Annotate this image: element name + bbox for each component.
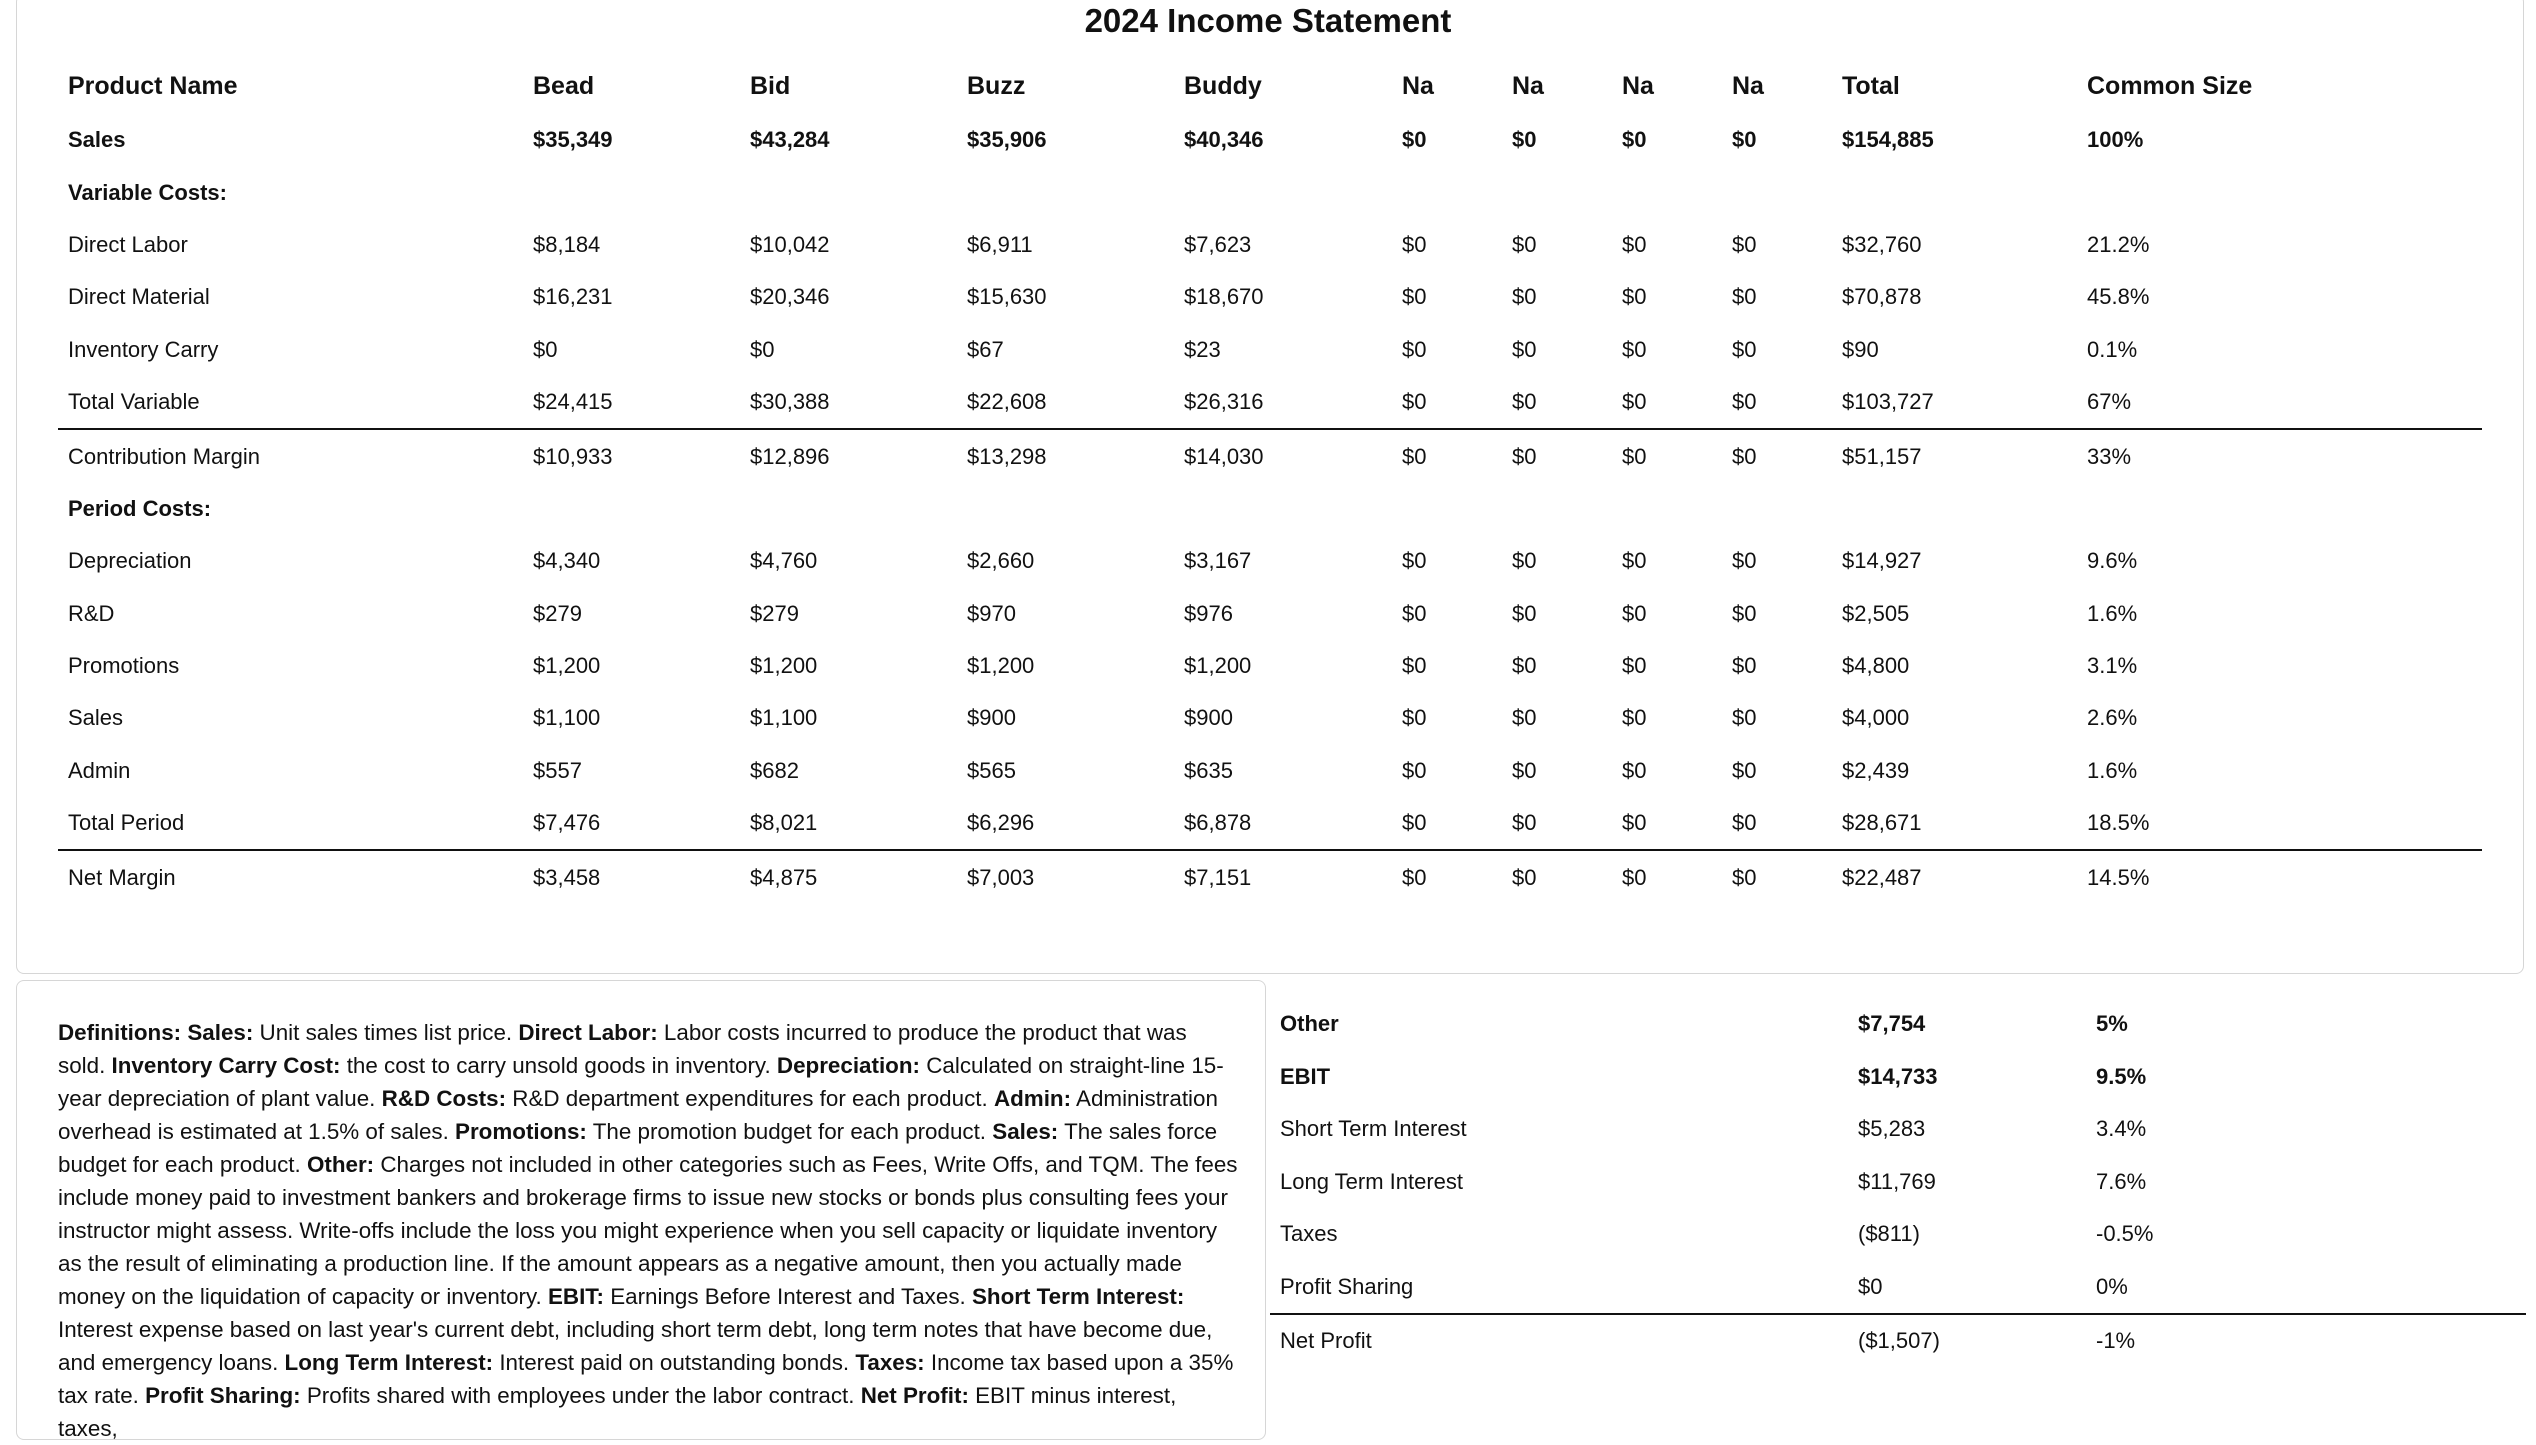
definition-text: Income tax based upon a 35% tax rate. (58, 1350, 1234, 1408)
cell-value: $51,157 (1832, 429, 2077, 482)
cell-value: $0 (1512, 705, 1537, 731)
definition-text: Calculated on straight-line 15-year depreciation of plant value. (58, 1053, 1224, 1111)
summary-label: Long Term Interest (1280, 1168, 1464, 1194)
cell-value: $557 (533, 757, 582, 783)
cell-value: $682 (750, 757, 799, 783)
summary-label: Short Term Interest (1280, 1116, 1467, 1142)
row-label: Variable Costs: (68, 179, 227, 205)
cell-value: $279 (750, 600, 799, 626)
cell-value: $28,671 (1842, 810, 1922, 836)
summary-value: ($811) (1858, 1221, 1920, 1247)
summary-value: $11,769 (1858, 1168, 1936, 1194)
cell-value: 67% (2087, 389, 2132, 415)
cell-value: $7,476 (533, 810, 601, 836)
cell-value: $900 (1184, 705, 1233, 731)
definition-term: Admin: (993, 1086, 1072, 1111)
cell-value (1174, 483, 1392, 535)
cell-value: $4,800 (1842, 653, 1910, 679)
row-label: Period Costs: (68, 495, 212, 521)
cell-value: $0 (1732, 600, 1757, 626)
cell-value: $0 (1402, 284, 1427, 310)
header-row (58, 58, 2482, 114)
cell-value: $0 (1622, 548, 1647, 574)
table-row (58, 588, 2482, 640)
definition-text: Profits shared with employees under the labor contract. (300, 1383, 861, 1408)
cell-value (740, 166, 957, 218)
summary-value: $7,754 (1858, 1011, 1926, 1037)
cell-value (2077, 166, 2482, 218)
cell-value: $1,200 (1184, 653, 1252, 679)
cell-value (1174, 166, 1392, 218)
cell-value: $279 (533, 600, 582, 626)
cell-value: $10,042 (750, 231, 830, 257)
table-row (58, 219, 2482, 271)
column-header: Bid (750, 71, 791, 100)
cell-value (1392, 166, 1502, 218)
summary-value: $0 (1858, 1273, 1883, 1299)
definition-term: R&D Costs: (381, 1086, 507, 1111)
cell-value: $90 (1842, 336, 1879, 362)
cell-value (523, 166, 740, 218)
cell-value: $0 (1502, 429, 1612, 482)
cell-value: 1.6% (2087, 600, 2138, 626)
cell-value: $0 (1732, 284, 1757, 310)
cell-value: $0 (1732, 810, 1757, 836)
cell-value: $13,298 (957, 429, 1174, 482)
cell-value: $0 (1732, 231, 1757, 257)
table-row (58, 376, 2482, 429)
summary-row (1270, 1261, 2526, 1315)
definition-term: Sales: (992, 1119, 1059, 1144)
cell-value: $0 (1732, 336, 1757, 362)
cell-value: $0 (1402, 705, 1427, 731)
row-label: Promotions (68, 653, 180, 679)
definition-term: Net Profit: (860, 1383, 969, 1408)
cell-value (1832, 483, 2077, 535)
cell-value (1722, 166, 1832, 218)
definition-text: EBIT minus interest, taxes, (58, 1383, 1177, 1441)
cell-value: 2.6% (2087, 705, 2138, 731)
table-row (58, 692, 2482, 744)
row-label: Direct Material (68, 284, 210, 310)
cell-value: $0 (1622, 231, 1647, 257)
cell-value: $40,346 (1184, 127, 1264, 153)
definition-term: Direct Labor: (518, 1020, 658, 1045)
cell-value: $18,670 (1184, 284, 1264, 310)
cell-value: $0 (1402, 653, 1427, 679)
cell-value: $1,200 (533, 653, 601, 679)
cell-value (740, 483, 957, 535)
cell-value: $0 (1622, 389, 1647, 415)
row-label: Sales (68, 127, 126, 153)
definition-text: Charges not included in other categories such as Fees, Write Offs, and TQM. The fees include money paid to investment bankers and brokerage firms to issue new stocks or bonds plus consulting fees your instructor might assess. Write-offs include the loss you might experience when you sell capacity or liquidate inventory as the result of eliminating a production line. If the amount appears as a negative amount, then you actually made money on the liquidation of capacity or inventory. (58, 1152, 1238, 1309)
cell-value (957, 166, 1174, 218)
cell-value: $6,911 (967, 231, 1033, 257)
cell-value: $8,184 (533, 231, 601, 257)
summary-label: Net Profit (1270, 1314, 1848, 1368)
cell-value: $0 (1612, 429, 1722, 482)
row-label: Total Period (68, 810, 185, 836)
income-statement-table (58, 58, 2482, 904)
cell-value: $15,630 (967, 284, 1047, 310)
table-row (58, 271, 2482, 323)
cell-value (1722, 483, 1832, 535)
cell-value: $1,200 (750, 653, 818, 679)
cell-value: $0 (1512, 653, 1537, 679)
cell-value: $7,151 (1174, 850, 1392, 903)
summary-row (1270, 1208, 2526, 1261)
cell-value: $70,878 (1842, 284, 1922, 310)
definition-text: The sales force budget for each product. (58, 1119, 1218, 1177)
column-header: Buddy (1184, 71, 1262, 100)
cell-value: $0 (1622, 653, 1647, 679)
cell-value: 14.5% (2077, 850, 2482, 903)
summary-row (1270, 1051, 2526, 1104)
cell-value: $0 (1402, 389, 1427, 415)
cell-value: $0 (1512, 810, 1537, 836)
cell-value: $22,608 (967, 389, 1047, 415)
definition-text: Interest expense based on last year's current debt, including short term debt, long term notes that have become due, and emergency loans. (58, 1317, 1213, 1375)
cell-value (1832, 166, 2077, 218)
summary-value: ($1,507) (1848, 1314, 2086, 1368)
row-label: R&D (68, 600, 115, 626)
row-label: Inventory Carry (68, 336, 219, 362)
cell-value: $7,623 (1184, 231, 1252, 257)
cell-value: 45.8% (2087, 284, 2150, 310)
cell-value: $3,458 (523, 850, 740, 903)
definition-term: Other: (306, 1152, 375, 1177)
cell-value: $0 (1622, 810, 1647, 836)
definition-term: Inventory Carry Cost: (111, 1053, 341, 1078)
cell-value: 0.1% (2087, 336, 2138, 362)
column-header: Buzz (967, 71, 1026, 100)
definition-term: EBIT: (547, 1284, 604, 1309)
summary-label: Taxes (1280, 1221, 1338, 1247)
summary-label: Profit Sharing (1280, 1273, 1414, 1299)
cell-value: $7,003 (957, 850, 1174, 903)
cell-value: $2,439 (1842, 757, 1910, 783)
row-label: Total Variable (68, 389, 200, 415)
cell-value: $0 (1512, 600, 1537, 626)
cell-value: $0 (1732, 653, 1757, 679)
cell-value: $0 (1622, 757, 1647, 783)
cell-value (1502, 166, 1612, 218)
column-header: Product Name (68, 71, 238, 100)
cell-value: $0 (1622, 600, 1647, 626)
cell-value: $0 (1402, 127, 1427, 153)
summary-label: Other (1280, 1011, 1339, 1037)
cell-value: $8,021 (750, 810, 818, 836)
cell-value: $565 (967, 757, 1016, 783)
cell-value: $0 (1512, 548, 1537, 574)
summary-pct: 5% (2096, 1011, 2128, 1037)
cell-value: $0 (1512, 231, 1537, 257)
column-header: Na (1622, 71, 1654, 100)
cell-value: $0 (1512, 336, 1537, 362)
cell-value: $0 (1502, 850, 1612, 903)
cell-value: $6,296 (967, 810, 1035, 836)
cell-value: $0 (533, 336, 558, 362)
definition-term: Promotions: (455, 1119, 587, 1144)
cell-value: $0 (1512, 389, 1537, 415)
cell-value: $0 (1732, 705, 1757, 731)
cell-value: $0 (1722, 850, 1832, 903)
cell-value: $0 (1512, 284, 1537, 310)
definition-text: Administration overhead is estimated at 1.5% of sales. (58, 1086, 1218, 1144)
table-row (58, 429, 2482, 482)
definition-text: Earnings Before Interest and Taxes. (603, 1284, 972, 1309)
row-label: Net Margin (58, 850, 523, 903)
cell-value: $2,660 (967, 548, 1035, 574)
cell-value (957, 483, 1174, 535)
cell-value: 100% (2087, 127, 2144, 153)
summary-row (1270, 1103, 2526, 1156)
column-header: Common Size (2087, 71, 2253, 100)
cell-value: $0 (1622, 336, 1647, 362)
definition-term: Depreciation: (776, 1053, 920, 1078)
column-header: Na (1732, 71, 1764, 100)
column-header: Na (1512, 71, 1544, 100)
summary-pct: 0% (2096, 1273, 2128, 1299)
cell-value: $16,231 (533, 284, 613, 310)
page-title: 2024 Income Statement (1084, 2, 1452, 39)
cell-value (1392, 483, 1502, 535)
definition-text: R&D department expenditures for each product. (506, 1086, 994, 1111)
cell-value: $0 (1402, 336, 1427, 362)
cell-value: $22,487 (1832, 850, 2077, 903)
definition-term: Profit Sharing: (145, 1383, 301, 1408)
cell-value: $0 (1402, 548, 1427, 574)
cell-value: $154,885 (1842, 127, 1934, 153)
summary-pct: 7.6% (2096, 1168, 2147, 1194)
cell-value: $0 (1732, 127, 1757, 153)
table-row (58, 745, 2482, 797)
summary-pct: -1% (2086, 1314, 2526, 1368)
summary-label: EBIT (1280, 1063, 1331, 1089)
cell-value: $0 (1402, 600, 1427, 626)
summary-pct: 3.4% (2096, 1116, 2147, 1142)
cell-value: $0 (1392, 850, 1502, 903)
cell-value: $67 (967, 336, 1004, 362)
cell-value: $0 (1732, 548, 1757, 574)
cell-value: $0 (1622, 705, 1647, 731)
summary-value: $5,283 (1858, 1116, 1926, 1142)
row-label: Depreciation (68, 548, 192, 574)
cell-value: 3.1% (2087, 653, 2138, 679)
summary-row (1270, 1314, 2526, 1368)
cell-value: $0 (1732, 757, 1757, 783)
cell-value: $0 (1392, 429, 1502, 482)
definition-text: the cost to carry unsold goods in inventory. (340, 1053, 777, 1078)
cell-value: $970 (967, 600, 1016, 626)
column-header: Total (1842, 71, 1900, 100)
table-row (58, 166, 2482, 218)
cell-value: $0 (1612, 850, 1722, 903)
definition-text: The promotion budget for each product. (586, 1119, 993, 1144)
table-row (58, 324, 2482, 376)
cell-value: $4,000 (1842, 705, 1910, 731)
cell-value: $103,727 (1842, 389, 1934, 415)
cell-value: $43,284 (750, 127, 830, 153)
cell-value: $0 (1722, 429, 1832, 482)
definition-term: Long Term Interest: (284, 1350, 494, 1375)
cell-value: $0 (1512, 127, 1537, 153)
definition-text: Labor costs incurred to produce the product that was sold. (58, 1020, 1187, 1078)
row-label: Sales (68, 705, 124, 731)
cell-value: $35,906 (967, 127, 1047, 153)
definition-term: Taxes: (855, 1350, 925, 1375)
cell-value: $0 (1402, 231, 1427, 257)
cell-value: 9.6% (2087, 548, 2138, 574)
table-row (58, 797, 2482, 850)
cell-value (1502, 483, 1612, 535)
table-row (58, 535, 2482, 587)
cell-value: $1,200 (967, 653, 1035, 679)
table-row (58, 850, 2482, 903)
summary-pct: -0.5% (2096, 1221, 2154, 1247)
profit-summary-table (1270, 998, 2526, 1368)
cell-value: $900 (967, 705, 1016, 731)
summary-row (1270, 998, 2526, 1051)
cell-value: $26,316 (1184, 389, 1264, 415)
cell-value: 33% (2077, 429, 2482, 482)
table-row (58, 114, 2482, 166)
cell-value: $4,340 (533, 548, 601, 574)
cell-value: $1,100 (750, 705, 818, 731)
cell-value: $4,760 (750, 548, 818, 574)
cell-value: 18.5% (2087, 810, 2150, 836)
cell-value: 1.6% (2087, 757, 2138, 783)
cell-value: $976 (1184, 600, 1233, 626)
cell-value: $0 (1622, 127, 1647, 153)
cell-value: $14,030 (1174, 429, 1392, 482)
table-row (58, 640, 2482, 692)
summary-row (1270, 1156, 2526, 1209)
definitions-text (58, 1016, 1238, 1445)
cell-value (523, 483, 740, 535)
column-header: Bead (533, 71, 595, 100)
cell-value: $0 (750, 336, 775, 362)
cell-value: $6,878 (1184, 810, 1252, 836)
cell-value: $10,933 (523, 429, 740, 482)
row-label: Admin (68, 757, 131, 783)
summary-pct: 9.5% (2096, 1063, 2147, 1089)
table-row (58, 483, 2482, 535)
cell-value: $1,100 (533, 705, 601, 731)
cell-value: $24,415 (533, 389, 613, 415)
cell-value: $0 (1402, 810, 1427, 836)
cell-value: $0 (1402, 757, 1427, 783)
cell-value: $32,760 (1842, 231, 1922, 257)
cell-value: $2,505 (1842, 600, 1910, 626)
cell-value: $30,388 (750, 389, 830, 415)
definition-text: Interest paid on outstanding bonds. (493, 1350, 856, 1375)
cell-value: $0 (1512, 757, 1537, 783)
cell-value: 21.2% (2087, 231, 2150, 257)
definition-term: Definitions: Sales: (58, 1020, 254, 1045)
cell-value: $0 (1622, 284, 1647, 310)
cell-value (2077, 483, 2482, 535)
cell-value: $12,896 (740, 429, 957, 482)
cell-value: $3,167 (1184, 548, 1252, 574)
column-header: Na (1402, 71, 1434, 100)
definition-text: Unit sales times list price. (253, 1020, 519, 1045)
cell-value: $635 (1184, 757, 1233, 783)
cell-value (1612, 166, 1722, 218)
cell-value: $4,875 (740, 850, 957, 903)
cell-value: $20,346 (750, 284, 830, 310)
cell-value (1612, 483, 1722, 535)
row-label: Direct Labor (68, 231, 188, 257)
summary-value: $14,733 (1858, 1063, 1938, 1089)
cell-value: $23 (1184, 336, 1221, 362)
cell-value: $0 (1732, 389, 1757, 415)
cell-value: $14,927 (1842, 548, 1922, 574)
row-label: Contribution Margin (58, 429, 523, 482)
cell-value: $35,349 (533, 127, 613, 153)
definition-term: Short Term Interest: (971, 1284, 1185, 1309)
